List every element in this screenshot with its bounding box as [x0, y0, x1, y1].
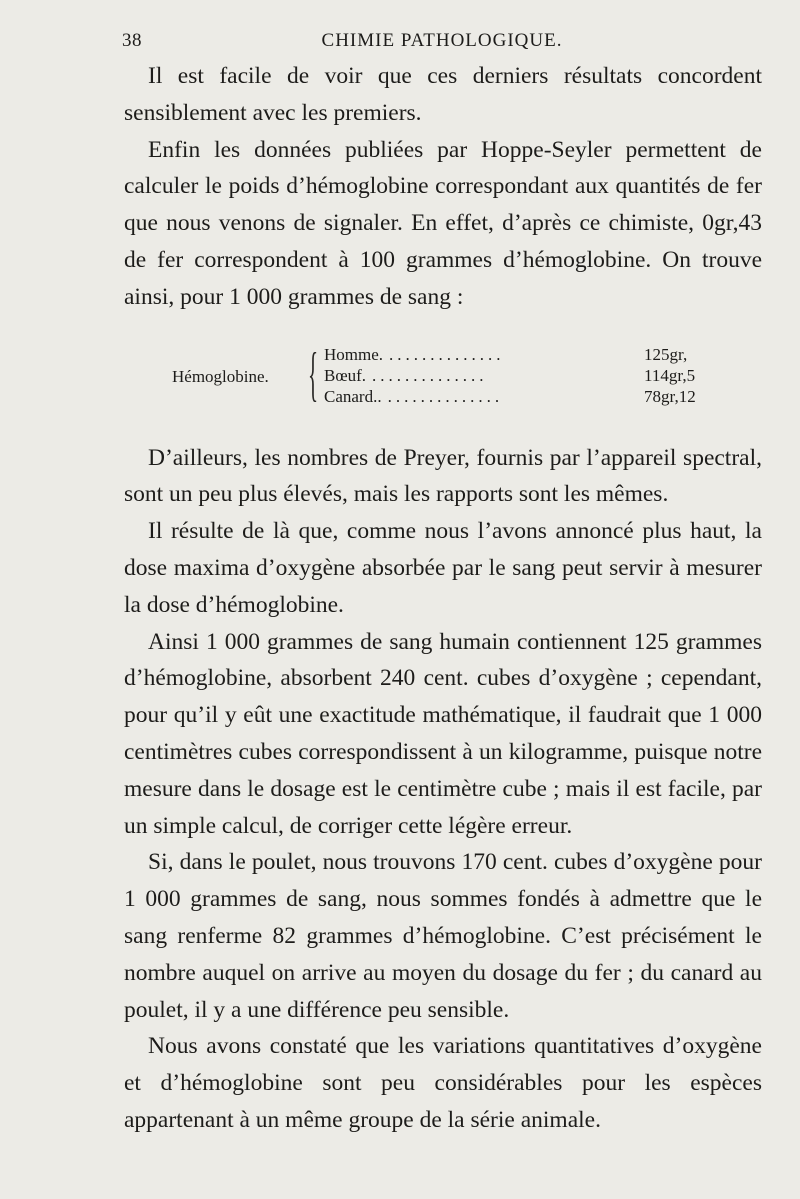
- row-value: 78gr,12: [644, 386, 696, 406]
- paragraph: Si, dans le poulet, nous trouvons 170 cent. cubes d’oxygène pour 1 000 grammes de sang, nous sommes fondés à admettre que le sang renferme 82 grammes d’hémoglobine. C’est précisément le nombre auquel on arrive au moyen du dosage du fer ; du canard au poulet, il y a une différence peu sensible.: [124, 849, 762, 1023]
- row-name: Bœuf.: [324, 365, 367, 385]
- paragraph: Il résulte de là que, comme nous l’avons annoncé plus haut, la dose maxima d’oxygène absorbée par le sang peut servir à mesurer la dose d’hémoglobine.: [124, 518, 762, 618]
- leader-dots: ..............: [372, 365, 488, 385]
- leader-dots: ..............: [389, 344, 505, 364]
- paragraph: Nous avons constaté que les variations quantitatives d’oxygène et d’hémoglobine sont peu considérables pour les espèces appartenant à un même groupe de la série animale.: [124, 1033, 762, 1133]
- page-number: 38: [122, 30, 142, 51]
- body-text: [124, 58, 762, 1139]
- row-value: 125gr,: [644, 344, 688, 364]
- table-label: Hémoglobine.: [172, 366, 269, 386]
- row-name: Canard..: [324, 386, 382, 406]
- hemoglobin-table: [124, 340, 762, 410]
- brace-symbol: {: [308, 340, 319, 407]
- paragraph: Enfin les données publiées par Hoppe-Seyler permettent de calculer le poids d’hémoglobine correspondant aux quantités de fer que nous venons de signaler. En effet, d’après ce chimiste, 0gr,43 de fer correspondent à 100 grammes d’hémoglobine. On trouve ainsi, pour 1 000 grammes de sang :: [124, 136, 762, 310]
- paragraph: D’ailleurs, les nombres de Preyer, fournis par l’appareil spectral, sont un peu plus élevés, mais les rapports sont les mêmes.: [124, 444, 762, 508]
- row-value: 114gr,5: [644, 365, 696, 385]
- row-name: Homme.: [324, 344, 384, 364]
- running-title: CHIMIE PATHOLOGIQUE.: [321, 30, 563, 51]
- page-header: [122, 30, 762, 54]
- paragraph: Ainsi 1 000 grammes de sang humain contiennent 125 grammes d’hémoglobine, absorbent 240 cent. cubes d’oxygène ; cependant, pour qu’il y eût une exactitude mathématique, il faudrait que 1 000 centimètres cubes correspondissent à un kilogramme, puisque notre mesure dans le dosage est le centimètre cube ; mais il est facile, par un simple calcul, de corriger cette légère erreur.: [124, 628, 762, 839]
- paragraph: Il est facile de voir que ces derniers résultats concordent sensiblement avec les premiers.: [124, 63, 762, 126]
- leader-dots: ..............: [387, 386, 504, 406]
